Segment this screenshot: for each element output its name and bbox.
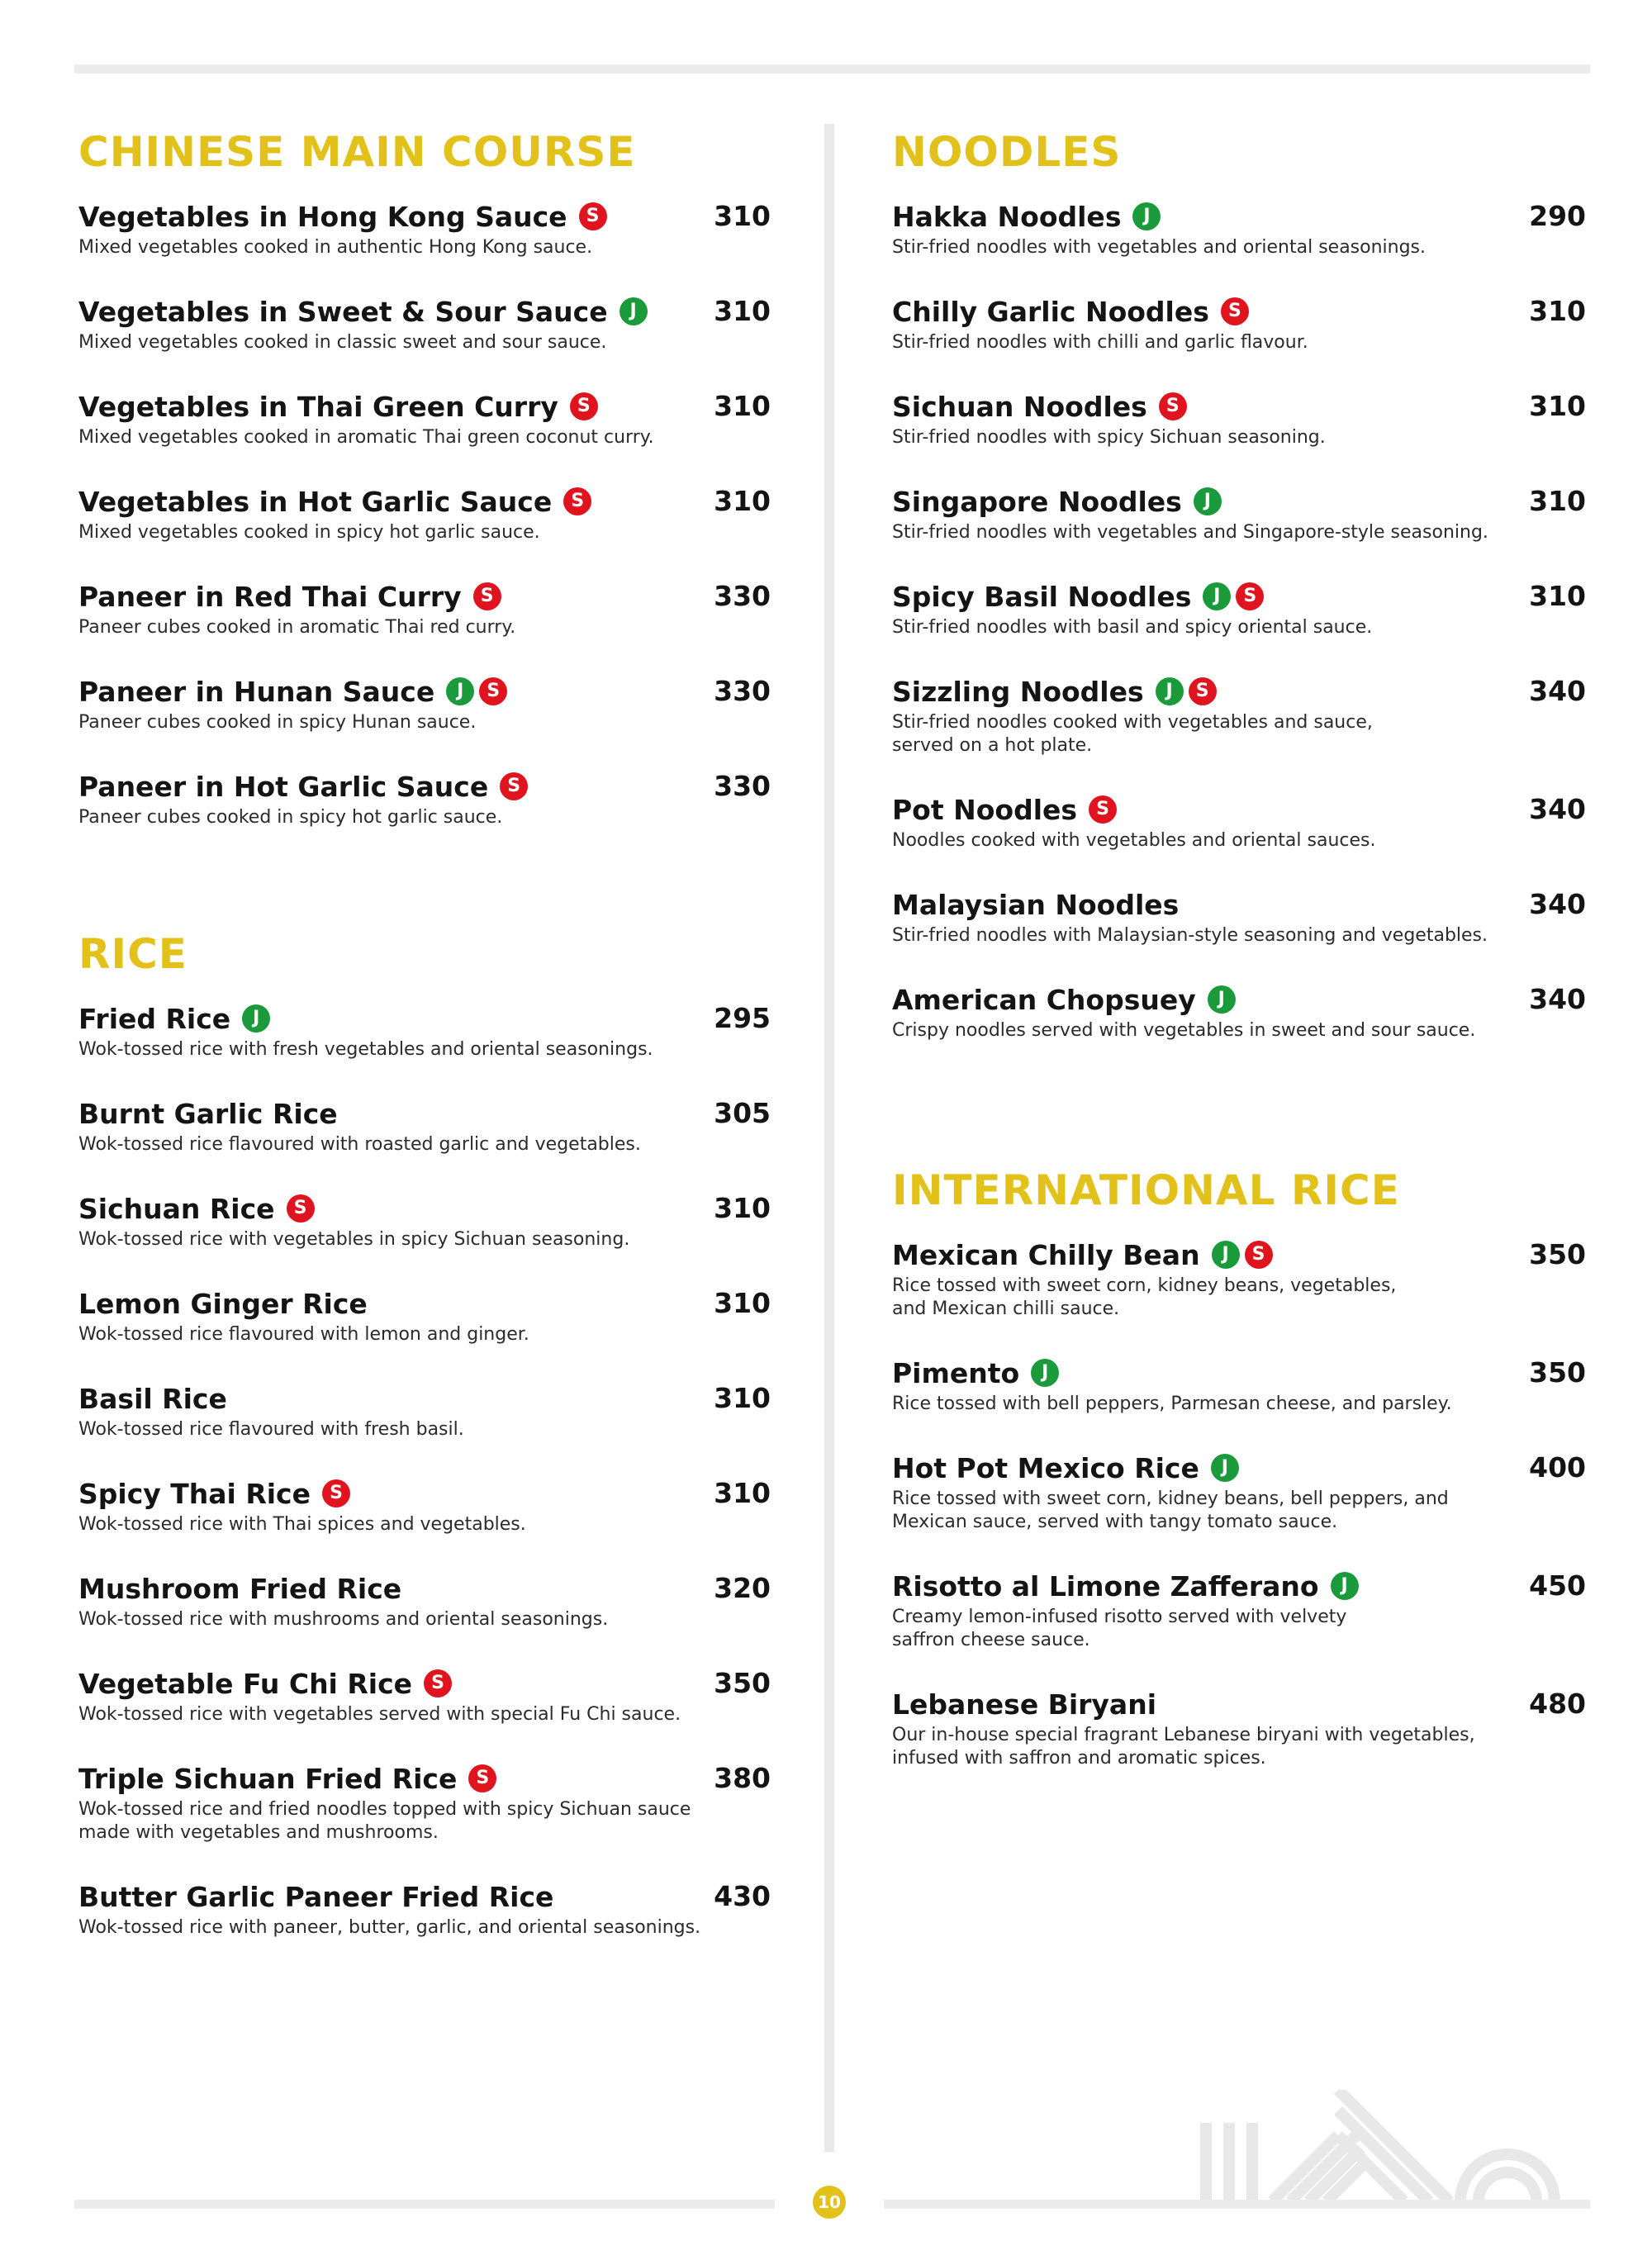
item-price: 350 [714, 1667, 771, 1699]
item-description [78, 711, 706, 734]
menu-item-list [892, 1237, 1586, 1770]
item-price: 310 [1529, 390, 1586, 422]
spicy-badge-icon: S [1189, 677, 1217, 705]
menu-item [892, 1568, 1586, 1652]
menu-item [892, 198, 1586, 259]
menu-section-noodles [892, 124, 1586, 1042]
menu-item-header [78, 768, 771, 805]
menu-item-header [892, 1355, 1586, 1391]
menu-item-header [78, 1095, 771, 1132]
menu-item-header [78, 1878, 771, 1915]
item-price: 290 [1529, 200, 1586, 232]
diet-badges [1031, 1359, 1059, 1387]
item-price: 350 [1529, 1238, 1586, 1270]
menu-item-header [892, 981, 1586, 1018]
item-name: Pot Noodles [892, 793, 1078, 826]
item-description-line: Rice tossed with sweet corn, kidney beans, vegetables, [892, 1275, 1397, 1296]
item-name: Sichuan Noodles [892, 390, 1147, 423]
menu-item [78, 388, 771, 449]
menu-item-list [78, 1000, 771, 1940]
spicy-badge-icon: S [570, 392, 598, 420]
item-description-line: Creamy lemon-infused risotto served with velvety [892, 1607, 1347, 1627]
menu-item-header [892, 388, 1586, 425]
item-name: Triple Sichuan Fried Rice [78, 1762, 458, 1795]
item-price: 430 [714, 1880, 771, 1912]
menu-item [892, 673, 1586, 757]
item-description-line: Mixed vegetables cooked in spicy hot garlic sauce. [78, 522, 540, 543]
item-description-line: and Mexican chilli sauce. [892, 1299, 1120, 1319]
section-spacer [78, 863, 771, 926]
item-price: 310 [714, 390, 771, 422]
item-description-line: Wok-tossed rice with vegetables in spicy Sichuan seasoning. [78, 1229, 630, 1250]
menu-item-header [78, 1665, 771, 1702]
menu-item-header [892, 1568, 1586, 1604]
item-price: 380 [714, 1762, 771, 1794]
item-description [892, 236, 1520, 259]
item-description [78, 1418, 706, 1441]
diet-badges [1208, 985, 1236, 1014]
item-description [78, 1228, 706, 1251]
item-description [78, 1513, 706, 1536]
menu-section-chinese-main-course [78, 124, 771, 829]
menu-item [78, 198, 771, 259]
menu-item-header [78, 1000, 771, 1037]
item-description [78, 1133, 706, 1156]
diet-badges [473, 582, 501, 610]
item-description-line: Paneer cubes cooked in spicy Hunan sauce. [78, 712, 477, 733]
menu-item [892, 1355, 1586, 1416]
diet-badges [500, 772, 528, 800]
menu-item [78, 1285, 771, 1346]
item-price: 295 [714, 1002, 771, 1034]
section-title: RICE [78, 930, 188, 978]
section-spacer [892, 1076, 1586, 1162]
item-description [892, 521, 1520, 544]
menu-item-header [78, 483, 771, 520]
menu-item-header [892, 578, 1586, 615]
item-description [892, 829, 1520, 852]
item-name: Risotto al Limone Zafferano [892, 1569, 1319, 1602]
diet-badges [242, 1004, 270, 1033]
item-description-line: Wok-tossed rice flavoured with lemon and ginger. [78, 1324, 529, 1345]
item-price: 330 [714, 580, 771, 612]
item-description [78, 1798, 706, 1845]
jain-badge-icon: J [446, 677, 474, 705]
item-description-line: Wok-tossed rice with paneer, butter, garlic, and oriental seasonings. [78, 1917, 701, 1938]
item-price: 310 [714, 1382, 771, 1414]
item-name: Hakka Noodles [892, 200, 1122, 233]
menu-item [78, 1000, 771, 1061]
menu-item [78, 1665, 771, 1726]
item-description-line: Wok-tossed rice flavoured with roasted garlic and vegetables. [78, 1134, 641, 1155]
item-description-line: Paneer cubes cooked in aromatic Thai red curry. [78, 617, 516, 638]
menu-item-header [78, 293, 771, 330]
spicy-badge-icon: S [424, 1669, 452, 1697]
item-description-line: Wok-tossed rice with Thai spices and vegetables. [78, 1514, 526, 1535]
item-description-line: Wok-tossed rice with fresh vegetables and oriental seasonings. [78, 1039, 653, 1060]
menu-item [78, 1095, 771, 1156]
diet-badges [1132, 202, 1161, 230]
menu-item [78, 1475, 771, 1536]
item-description [892, 1275, 1520, 1321]
menu-item-header [78, 1475, 771, 1512]
menu-item-header [78, 1380, 771, 1417]
menu-item-header [892, 1450, 1586, 1486]
top-rule [74, 64, 1590, 74]
item-description-line: Mixed vegetables cooked in authentic Hong Kong sauce. [78, 237, 593, 258]
right-column [892, 124, 1586, 1804]
bottom-rule-right [884, 2200, 1590, 2209]
item-description [78, 806, 706, 829]
item-description-line: served on a hot plate. [892, 735, 1093, 756]
item-name: Pimento [892, 1356, 1020, 1389]
page-number: 10 [813, 2186, 846, 2219]
item-description [892, 616, 1520, 639]
item-name: Sichuan Rice [78, 1192, 275, 1225]
item-description-line: Wok-tossed rice with mushrooms and oriental seasonings. [78, 1609, 609, 1630]
spicy-badge-icon: S [479, 677, 507, 705]
item-price: 330 [714, 770, 771, 802]
diet-badges [620, 297, 648, 325]
item-price: 310 [714, 485, 771, 517]
menu-item-list [78, 198, 771, 829]
item-description-line: saffron cheese sauce. [892, 1630, 1090, 1650]
jain-badge-icon: J [1212, 1241, 1240, 1269]
jain-badge-icon: J [1208, 985, 1236, 1014]
diet-badges [287, 1194, 315, 1223]
item-description [892, 924, 1520, 947]
item-name: Chilly Garlic Noodles [892, 295, 1209, 328]
diet-badges [1194, 487, 1222, 515]
spicy-badge-icon: S [1245, 1241, 1273, 1269]
jain-badge-icon: J [242, 1004, 270, 1033]
menu-item [78, 768, 771, 829]
item-name: Mushroom Fried Rice [78, 1572, 402, 1605]
menu-item-header [892, 1237, 1586, 1273]
item-name: Butter Garlic Paneer Fried Rice [78, 1880, 554, 1913]
section-title: NOODLES [892, 128, 1122, 176]
diet-badges [424, 1669, 452, 1697]
item-description-line: Stir-fried noodles with vegetables and Singapore-style seasoning. [892, 522, 1488, 543]
item-description-line: Crispy noodles served with vegetables in sweet and sour sauce. [892, 1020, 1476, 1041]
item-description-line: Paneer cubes cooked in spicy hot garlic sauce. [78, 807, 503, 828]
item-description [78, 426, 706, 449]
item-name: Spicy Thai Rice [78, 1477, 311, 1510]
item-description-line: infused with saffron and aromatic spices. [892, 1748, 1266, 1769]
item-price: 340 [1529, 793, 1586, 825]
menu-item-header [892, 293, 1586, 330]
item-description [892, 711, 1520, 757]
item-description [78, 236, 706, 259]
item-description-line: Stir-fried noodles cooked with vegetables and sauce, [892, 712, 1373, 733]
item-description-line: made with vegetables and mushrooms. [78, 1822, 439, 1843]
diet-badges [1331, 1572, 1359, 1600]
spicy-badge-icon: S [563, 487, 591, 515]
menu-item-header [892, 886, 1586, 923]
diet-badges [563, 487, 591, 515]
item-name: Burnt Garlic Rice [78, 1097, 338, 1130]
menu-section-rice [78, 926, 771, 1940]
jain-badge-icon: J [1211, 1454, 1239, 1482]
diet-badges [1203, 582, 1264, 610]
item-price: 340 [1529, 675, 1586, 707]
item-name: Sizzling Noodles [892, 675, 1144, 708]
item-price: 310 [714, 1192, 771, 1224]
menu-item [892, 388, 1586, 449]
item-description [78, 1038, 706, 1061]
item-price: 350 [1529, 1356, 1586, 1389]
item-description-line: Rice tossed with sweet corn, kidney beans, bell peppers, and [892, 1488, 1449, 1509]
item-description-line: Stir-fried noodles with vegetables and oriental seasonings. [892, 237, 1427, 258]
item-name: Paneer in Hot Garlic Sauce [78, 770, 489, 803]
item-name: Lemon Ginger Rice [78, 1287, 368, 1320]
item-description [892, 1019, 1520, 1042]
diet-badges [446, 677, 507, 705]
left-column [78, 124, 771, 1973]
item-name: Singapore Noodles [892, 485, 1182, 518]
menu-item [78, 1760, 771, 1845]
menu-item [78, 673, 771, 734]
menu-item-header [892, 198, 1586, 235]
item-description-line: Wok-tossed rice and fried noodles topped with spicy Sichuan sauce [78, 1799, 691, 1820]
item-price: 310 [714, 1287, 771, 1319]
bottom-rule-left [74, 2200, 775, 2209]
item-name: Basil Rice [78, 1382, 227, 1415]
diet-badges [1089, 795, 1117, 824]
menu-item [78, 578, 771, 639]
jain-badge-icon: J [1203, 582, 1231, 610]
item-price: 310 [714, 295, 771, 327]
diet-badges [1211, 1454, 1239, 1482]
item-description-line: Stir-fried noodles with spicy Sichuan seasoning. [892, 427, 1326, 448]
jain-badge-icon: J [1194, 487, 1222, 515]
item-price: 330 [714, 675, 771, 707]
menu-item-header [78, 1570, 771, 1607]
item-name: American Chopsuey [892, 983, 1196, 1016]
menu-item [892, 981, 1586, 1042]
item-description [78, 1703, 706, 1726]
item-description [892, 1488, 1520, 1534]
diet-badges [1159, 392, 1187, 420]
diet-badges [570, 392, 598, 420]
item-price: 480 [1529, 1688, 1586, 1720]
menu-item [78, 483, 771, 544]
menu-item-header [78, 1760, 771, 1797]
menu-item-header [78, 673, 771, 710]
spicy-badge-icon: S [1159, 392, 1187, 420]
item-description [892, 1606, 1520, 1652]
item-description [78, 521, 706, 544]
item-description-line: Stir-fried noodles with Malaysian-style seasoning and vegetables. [892, 925, 1488, 946]
item-description-line: Stir-fried noodles with basil and spicy oriental sauce. [892, 617, 1373, 638]
item-description-line: Wok-tossed rice flavoured with fresh basil. [78, 1419, 464, 1440]
menu-item-header [78, 198, 771, 235]
item-price: 340 [1529, 983, 1586, 1015]
item-description [78, 1323, 706, 1346]
jain-badge-icon: J [1331, 1572, 1359, 1600]
item-description-line: Our in-house special fragrant Lebanese biryani with vegetables, [892, 1725, 1475, 1745]
menu-item [892, 483, 1586, 544]
menu-item-header [78, 1190, 771, 1227]
menu-item-header [892, 791, 1586, 828]
item-name: Mexican Chilly Bean [892, 1238, 1200, 1271]
item-description [892, 331, 1520, 354]
item-name: Malaysian Noodles [892, 888, 1180, 921]
item-description [892, 1393, 1520, 1416]
item-description [78, 331, 706, 354]
menu-item [892, 1237, 1586, 1321]
menu-item [892, 293, 1586, 354]
item-description [892, 1724, 1520, 1770]
spicy-badge-icon: S [468, 1764, 496, 1792]
menu-item-header [892, 1686, 1586, 1722]
item-name: Vegetable Fu Chi Rice [78, 1667, 413, 1700]
menu-item [892, 1686, 1586, 1770]
menu-item-header [78, 1285, 771, 1322]
item-description [892, 426, 1520, 449]
section-title: INTERNATIONAL RICE [892, 1166, 1400, 1214]
menu-item [892, 1450, 1586, 1534]
spicy-badge-icon: S [500, 772, 528, 800]
item-name: Vegetables in Sweet & Sour Sauce [78, 295, 608, 328]
item-description [78, 1916, 706, 1940]
item-description-line: Stir-fried noodles with chilli and garlic flavour. [892, 332, 1308, 353]
jain-badge-icon: J [1156, 677, 1184, 705]
spicy-badge-icon: S [287, 1194, 315, 1223]
menu-item [892, 578, 1586, 639]
item-name: Hot Pot Mexico Rice [892, 1451, 1199, 1484]
item-description [78, 1608, 706, 1631]
diet-badges [1156, 677, 1217, 705]
menu-item [78, 293, 771, 354]
menu-item [892, 886, 1586, 947]
item-price: 340 [1529, 888, 1586, 920]
item-description-line: Mixed vegetables cooked in aromatic Thai green coconut curry. [78, 427, 654, 448]
spicy-badge-icon: S [1089, 795, 1117, 824]
item-name: Paneer in Hunan Sauce [78, 675, 435, 708]
item-price: 400 [1529, 1451, 1586, 1484]
item-description-line: Wok-tossed rice with vegetables served with special Fu Chi sauce. [78, 1704, 681, 1725]
menu-item-header [78, 388, 771, 425]
item-price: 310 [714, 1477, 771, 1509]
spicy-badge-icon: S [1221, 297, 1249, 325]
item-price: 310 [1529, 580, 1586, 612]
diet-badges [468, 1764, 496, 1792]
item-name: Spicy Basil Noodles [892, 580, 1192, 613]
item-price: 310 [1529, 295, 1586, 327]
menu-item [78, 1190, 771, 1251]
menu-item-header [892, 673, 1586, 710]
item-price: 450 [1529, 1569, 1586, 1602]
jain-badge-icon: J [620, 297, 648, 325]
menu-item [78, 1570, 771, 1631]
menu-item-list [892, 198, 1586, 1042]
spicy-badge-icon: S [579, 202, 607, 230]
spicy-badge-icon: S [322, 1479, 350, 1507]
item-price: 320 [714, 1572, 771, 1604]
diet-badges [322, 1479, 350, 1507]
item-description-line: Rice tossed with bell peppers, Parmesan cheese, and parsley. [892, 1394, 1452, 1414]
section-title: CHINESE MAIN COURSE [78, 128, 636, 176]
item-name: Paneer in Red Thai Curry [78, 580, 462, 613]
menu-item [892, 791, 1586, 852]
menu-item [78, 1878, 771, 1940]
item-price: 305 [714, 1097, 771, 1129]
menu-item-header [78, 578, 771, 615]
item-name: Fried Rice [78, 1002, 231, 1035]
item-name: Vegetables in Hot Garlic Sauce [78, 485, 553, 518]
spicy-badge-icon: S [1236, 582, 1264, 610]
item-name: Vegetables in Thai Green Curry [78, 390, 558, 423]
item-name: Vegetables in Hong Kong Sauce [78, 200, 567, 233]
diet-badges [1221, 297, 1249, 325]
diet-badges [1212, 1241, 1273, 1269]
menu-item-header [892, 483, 1586, 520]
item-description-line: Mixed vegetables cooked in classic sweet and sour sauce. [78, 332, 607, 353]
item-name: Lebanese Biryani [892, 1688, 1157, 1721]
item-description [78, 616, 706, 639]
item-description-line: Noodles cooked with vegetables and oriental sauces. [892, 830, 1376, 851]
item-price: 310 [714, 200, 771, 232]
decorative-stripe-graphic [1198, 2090, 1561, 2201]
column-divider [824, 124, 834, 2152]
diet-badges [579, 202, 607, 230]
menu-section-international-rice [892, 1162, 1586, 1770]
jain-badge-icon: J [1132, 202, 1161, 230]
spicy-badge-icon: S [473, 582, 501, 610]
jain-badge-icon: J [1031, 1359, 1059, 1387]
menu-item [78, 1380, 771, 1441]
item-price: 310 [1529, 485, 1586, 517]
item-description-line: Mexican sauce, served with tangy tomato sauce. [892, 1512, 1338, 1532]
